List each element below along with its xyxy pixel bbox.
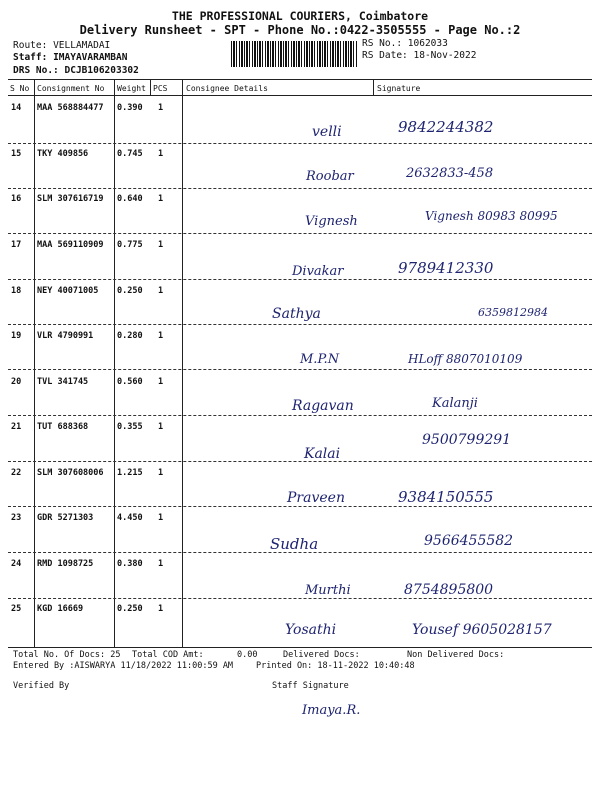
col-divider xyxy=(150,79,151,95)
col-header-signature: Signature xyxy=(377,84,421,93)
row-weight: 0.250 xyxy=(117,604,143,614)
signature-handwriting: 6359812984 xyxy=(478,306,548,319)
row-sno: 21 xyxy=(11,422,22,432)
row-sno: 19 xyxy=(11,331,22,341)
row-consignment: RMD 1098725 xyxy=(37,559,94,569)
route-value: VELLAMADAI xyxy=(53,40,111,51)
row-pcs: 1 xyxy=(158,331,164,341)
row-consignment: VLR 4790991 xyxy=(37,331,94,341)
consignee-name: Murthi xyxy=(305,583,351,598)
staff-line xyxy=(13,52,127,63)
non-delivered-docs: Non Delivered Docs: xyxy=(407,650,505,660)
row-consignment: GDR 5271303 xyxy=(37,513,94,523)
company-title: THE PROFESSIONAL COURIERS, Coimbatore xyxy=(171,9,429,23)
staff-signature-label: Staff Signature xyxy=(272,681,349,691)
row-separator xyxy=(8,233,592,234)
row-separator xyxy=(8,279,592,280)
drs-value: DCJB106203302 xyxy=(64,65,139,76)
row-sno: 25 xyxy=(11,604,22,614)
row-sno: 24 xyxy=(11,559,22,569)
row-sno: 15 xyxy=(11,149,22,159)
total-docs: Total No. Of Docs: 25 xyxy=(13,650,121,660)
row-separator xyxy=(8,324,592,325)
row-pcs: 1 xyxy=(158,194,164,204)
consignee-name: Divakar xyxy=(292,264,344,279)
signature-handwriting: 2632833-458 xyxy=(406,166,494,181)
row-consignment: SLM 307616719 xyxy=(37,194,104,204)
row-consignment: NEY 40071005 xyxy=(37,286,99,296)
signature-handwriting: 9842244382 xyxy=(398,118,494,136)
consignee-name: Sudha xyxy=(270,535,319,553)
row-separator xyxy=(8,598,592,599)
row-pcs: 1 xyxy=(158,286,164,296)
consignee-name: M.P.N xyxy=(300,352,340,367)
row-weight: 0.560 xyxy=(117,377,143,387)
rs-date-line xyxy=(362,50,476,61)
barcode-image xyxy=(231,41,357,67)
row-pcs: 1 xyxy=(158,468,164,478)
route-line xyxy=(13,40,110,51)
row-weight: 0.250 xyxy=(117,286,143,296)
signature-handwriting: Kalanji xyxy=(432,396,478,411)
signature-handwriting: 9566455582 xyxy=(424,533,514,549)
row-pcs: 1 xyxy=(158,240,164,250)
consignee-name: Sathya xyxy=(272,306,321,322)
signature-handwriting: Vignesh 80983 80995 xyxy=(425,209,558,223)
row-pcs: 1 xyxy=(158,604,164,614)
col-divider xyxy=(34,79,35,647)
row-sno: 18 xyxy=(11,286,22,296)
signature-handwriting: 9384150555 xyxy=(398,488,494,506)
row-consignment: TVL 341745 xyxy=(37,377,89,387)
row-separator xyxy=(8,369,592,370)
row-consignment: TUT 688368 xyxy=(37,422,89,432)
staff-label: Staff: xyxy=(13,52,48,63)
row-sno: 17 xyxy=(11,240,22,250)
col-divider xyxy=(114,79,115,647)
row-pcs: 1 xyxy=(158,149,164,159)
row-sno: 16 xyxy=(11,194,22,204)
row-weight: 1.215 xyxy=(117,468,143,478)
row-pcs: 1 xyxy=(158,377,164,387)
col-header-sno: S No xyxy=(10,84,30,93)
row-consignment: MAA 569110909 xyxy=(37,240,104,250)
runsheet-subtitle: Delivery Runsheet - SPT - Phone No.:0422-3505555 - Page No.:2 xyxy=(79,23,521,37)
signature-handwriting: 9500799291 xyxy=(422,432,512,448)
drs-label: DRS No.: xyxy=(13,65,59,76)
row-sno: 20 xyxy=(11,377,22,387)
row-separator xyxy=(8,188,592,189)
col-divider xyxy=(373,79,374,95)
consignee-name: Yosathi xyxy=(285,622,337,638)
row-sno: 22 xyxy=(11,468,22,478)
row-pcs: 1 xyxy=(158,422,164,432)
rs-no-value: 1062033 xyxy=(407,38,448,49)
signature-handwriting: 9789412330 xyxy=(398,259,494,277)
total-cod-value: 0.00 xyxy=(237,650,258,660)
row-pcs: 1 xyxy=(158,103,164,113)
row-pcs: 1 xyxy=(158,513,164,523)
row-weight: 0.775 xyxy=(117,240,143,250)
row-consignment: KGD 16669 xyxy=(37,604,84,614)
rs-date-value: 18-Nov-2022 xyxy=(413,50,477,61)
signature-handwriting: 8754895800 xyxy=(404,582,494,598)
consignee-name: Ragavan xyxy=(292,398,354,414)
row-separator xyxy=(8,461,592,462)
consignee-name: Kalai xyxy=(304,446,341,462)
row-consignment: TKY 409856 xyxy=(37,149,89,159)
signature-handwriting: HLoff 8807010109 xyxy=(408,352,523,366)
table-header-rule xyxy=(8,95,592,96)
row-consignment: SLM 307608006 xyxy=(37,468,104,478)
consignee-name: Praveen xyxy=(287,490,345,506)
row-weight: 0.380 xyxy=(117,559,143,569)
row-consignment: MAA 568884477 xyxy=(37,103,104,113)
printed-on: Printed On: 18-11-2022 10:40:48 xyxy=(256,661,415,671)
row-weight: 4.450 xyxy=(117,513,143,523)
staff-value: IMAYAVARAMBAN xyxy=(53,52,128,63)
consignee-name: Vignesh xyxy=(305,214,358,229)
rs-date-label: RS Date: xyxy=(362,50,408,61)
entered-by: Entered By :AISWARYA 11/18/2022 11:00:59 AM xyxy=(13,661,234,671)
row-separator xyxy=(8,415,592,416)
col-divider xyxy=(182,79,183,647)
table-top-rule xyxy=(8,79,592,80)
row-separator xyxy=(8,552,592,553)
drs-line xyxy=(13,65,139,76)
row-separator xyxy=(8,506,592,507)
rs-no-line xyxy=(362,38,448,49)
row-sno: 14 xyxy=(11,103,22,113)
row-weight: 0.355 xyxy=(117,422,143,432)
row-pcs: 1 xyxy=(158,559,164,569)
signature-handwriting: Yousef 9605028157 xyxy=(412,622,552,638)
row-weight: 0.745 xyxy=(117,149,143,159)
col-header-consignment: Consignment No xyxy=(37,84,105,93)
row-weight: 0.280 xyxy=(117,331,143,341)
col-header-pcs: PCS xyxy=(153,84,168,93)
staff-signature-handwriting: Imaya.R. xyxy=(302,703,361,718)
consignee-name: velli xyxy=(312,124,342,140)
route-label: Route: xyxy=(13,40,48,51)
col-header-details: Consignee Details xyxy=(186,84,268,93)
col-header-weight: Weight xyxy=(117,84,146,93)
total-cod-label: Total COD Amt: xyxy=(132,650,204,660)
row-separator xyxy=(8,143,592,144)
delivered-docs: Delivered Docs: xyxy=(283,650,360,660)
table-bottom-rule xyxy=(8,647,592,648)
rs-no-label: RS No.: xyxy=(362,38,403,49)
row-weight: 0.390 xyxy=(117,103,143,113)
verified-by: Verified By xyxy=(13,681,70,691)
row-weight: 0.640 xyxy=(117,194,143,204)
consignee-name: Roobar xyxy=(306,169,354,184)
row-sno: 23 xyxy=(11,513,22,523)
